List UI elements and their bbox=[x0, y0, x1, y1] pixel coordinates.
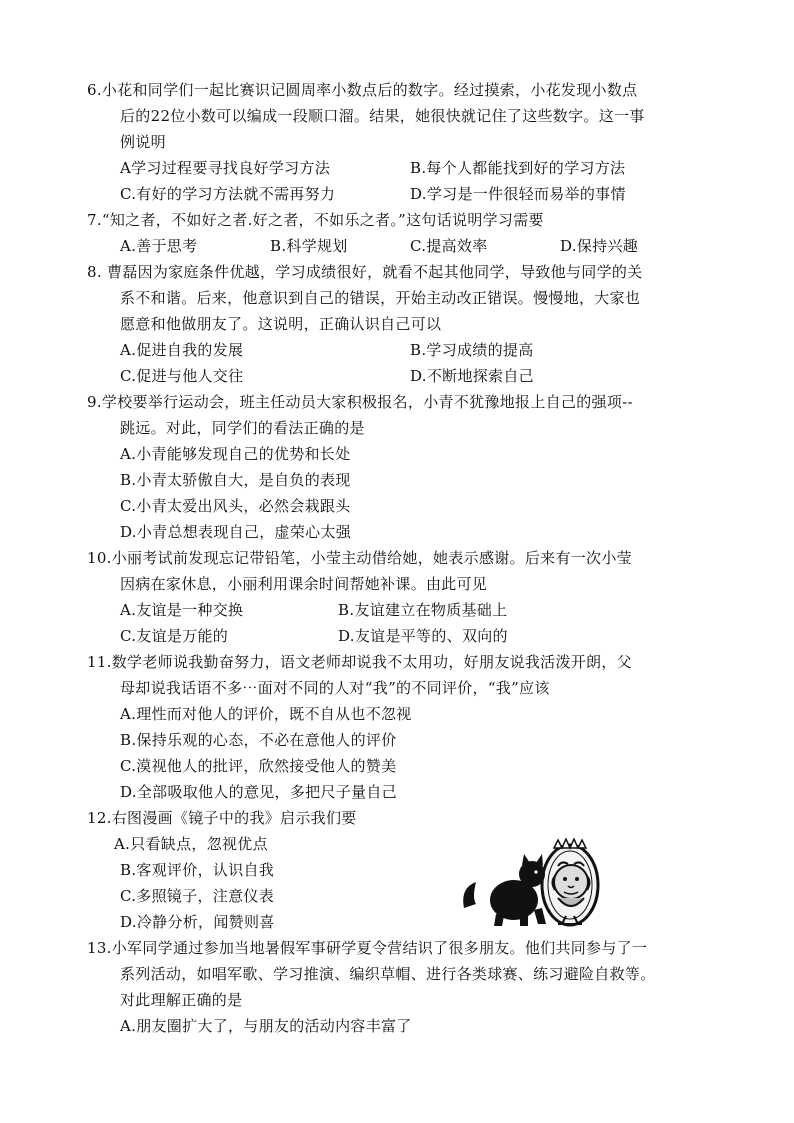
question-7-option-a: A.善于思考 bbox=[120, 237, 198, 255]
question-12-option-b: B.客观评价，认识自我 bbox=[120, 861, 275, 879]
mirror-cartoon-illustration bbox=[458, 838, 628, 930]
question-12-line-1: 12.右图漫画《镜子中的我》启示我们要 bbox=[87, 809, 357, 827]
question-7-option-c: C.提高效率 bbox=[410, 237, 488, 255]
question-12-option-a: A.只看缺点，忽视优点 bbox=[114, 835, 268, 853]
question-8-option-a: A.促进自我的发展 bbox=[120, 341, 244, 359]
question-11-line-1: 11.数学老师说我勤奋努力，语文老师却说我不太用功，好朋友说我活泼开朗，父 bbox=[87, 653, 632, 671]
question-9-option-a: A.小青能够发现自己的优势和长处 bbox=[120, 445, 351, 463]
question-8-line-3: 愿意和他做朋友了。这说明，正确认识自己可以 bbox=[120, 315, 442, 333]
question-8-option-b: B.学习成绩的提高 bbox=[410, 341, 534, 359]
question-6-option-b: B.每个人都能找到好的学习方法 bbox=[410, 159, 626, 177]
question-12-option-d: D.冷静分析，闻赞则喜 bbox=[120, 913, 275, 931]
question-13-line-1: 13.小军同学通过参加当地暑假军事研学夏令营结识了很多朋友。他们共同参与了一 bbox=[87, 939, 648, 957]
question-11-option-a: A.理性而对他人的评价，既不自从也不忽视 bbox=[120, 705, 412, 723]
question-13-line-3: 对此理解正确的是 bbox=[120, 991, 243, 1009]
question-9-line-1: 9.学校要举行运动会，班主任动员大家积极报名，小青不犹豫地报上自己的强项-- bbox=[87, 393, 633, 411]
question-6-line-1: 6.小花和同学们一起比赛识记圆周率小数点后的数字。经过摸索，小花发现小数点 bbox=[87, 81, 638, 99]
question-8-line-1: 8. 曹磊因为家庭条件优越，学习成绩很好，就看不起其他同学，导致他与同学的关 bbox=[87, 263, 643, 281]
question-11-option-d: D.全部吸取他人的意见，多把尺子量自己 bbox=[120, 783, 397, 801]
question-9-option-c: C.小青太爱出风头，必然会栽跟头 bbox=[120, 497, 351, 515]
question-6-option-a: A学习过程要寻找良好学习方法 bbox=[120, 159, 331, 177]
question-12-option-c: C.多照镜子，注意仪表 bbox=[120, 887, 275, 905]
question-9-option-d: D.小青总想表现自己，虚荣心太强 bbox=[120, 523, 352, 541]
question-7-option-b: B.科学规划 bbox=[270, 237, 348, 255]
question-6-line-3: 例说明 bbox=[120, 133, 166, 151]
question-13-option-a: A.朋友圈扩大了，与朋友的活动内容丰富了 bbox=[120, 1017, 412, 1035]
cat-icon bbox=[463, 854, 546, 926]
question-8-line-2: 系不和谐。后来，他意识到自己的错误，开始主动改正错误。慢慢地，大家也 bbox=[120, 289, 641, 307]
question-7-option-d: D.保持兴趣 bbox=[560, 237, 639, 255]
question-6-line-2: 后的22位小数可以编成一段顺口溜。结果，她很快就记住了这些数字。这一事 bbox=[120, 107, 645, 125]
question-9-line-2: 跳远。对此，同学们的看法正确的是 bbox=[120, 419, 365, 437]
question-10-option-d: D.友谊是平等的、双向的 bbox=[338, 627, 508, 645]
question-10-option-a: A.友谊是一种交换 bbox=[120, 601, 244, 619]
question-7-line-1: 7.“知之者，不如好之者.好之者，不如乐之者。”这句话说明学习需要 bbox=[87, 211, 544, 229]
crown-icon bbox=[554, 839, 586, 848]
question-13-line-2: 系列活动，如唱军歌、学习推演、编织草帽、进行各类球赛、练习避险自救等。 bbox=[120, 965, 656, 983]
question-8-option-d: D.不断地探索自己 bbox=[410, 367, 534, 385]
question-11-line-2: 母却说我话语不多⋯面对不同的人对“我”的不同评价，“我”应该 bbox=[120, 679, 550, 697]
question-10-line-1: 10.小丽考试前发现忘记带铅笔，小莹主动借给她，她表示感谢。后来有一次小莹 bbox=[87, 549, 632, 567]
question-10-option-b: B.友谊建立在物质基础上 bbox=[338, 601, 508, 619]
question-6-option-d: D.学习是一件很轻而易举的事情 bbox=[410, 185, 626, 203]
question-11-option-c: C.漠视他人的批评，欣然接受他人的赞美 bbox=[120, 757, 397, 775]
question-10-line-2: 因病在家休息，小丽利用课余时间帮她补课。由此可见 bbox=[120, 575, 488, 593]
question-6-option-c: C.有好的学习方法就不需再努力 bbox=[120, 185, 336, 203]
question-10-option-c: C.友谊是万能的 bbox=[120, 627, 229, 645]
question-8-option-c: C.促进与他人交往 bbox=[120, 367, 244, 385]
question-9-option-b: B.小青太骄傲自大，是自负的表现 bbox=[120, 471, 351, 489]
question-11-option-b: B.保持乐观的心态，不必在意他人的评价 bbox=[120, 731, 397, 749]
